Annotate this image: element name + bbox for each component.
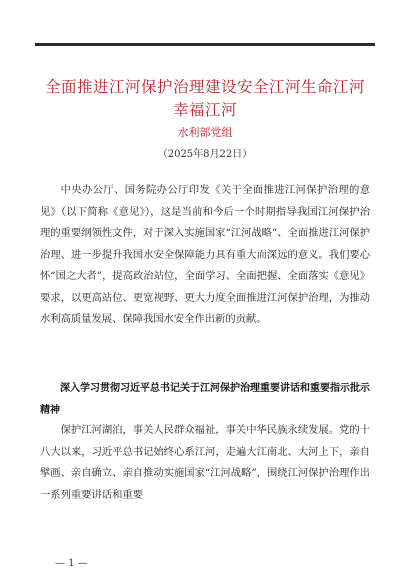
document-title: 全面推进江河保护治理建设安全江河生命江河幸福江河 bbox=[44, 78, 365, 119]
body-paragraph: 保护江河湖泊，事关人民群众福祉，事关中华民族永续发展。党的十八大以来，习近平总书记始终心系江河，走遍大江南北、大河上下，亲自擘画、亲自确立、亲自推动实施国家“江河战略”，围绕江河保护治理作出一系列重要讲话和重要 bbox=[40, 424, 370, 501]
document-author: 水利部党组 bbox=[177, 126, 233, 139]
page-number: — 1 — bbox=[55, 558, 88, 569]
document-date: （2025年8月22日） bbox=[157, 149, 253, 160]
body-paragraph: 中央办公厅、国务院办公厅印发《关于全面推进江河保护治理的意见》（以下简称《意见》），这是当前和今后一个时期指导我国江河保护治理的重要纲领性文件，对于深入实施国家“江河战略”、全面推进江河保护治理、进一步提升我国水安全保障能力具有重大而深远的意义。我们要心怀“国之大者”，提高政治站位，全面学习、全面把握、全面落实《意见》要求，以更高站位、更宽视野、更大力度全面推进江河保护治理，为推动水利高质量发展、保障我国水安全作出新的贡献。 bbox=[40, 184, 370, 325]
header-rule bbox=[35, 43, 375, 46]
section-heading: 深入学习贯彻习近平总书记关于江河保护治理重要讲话和重要指示批示精神 bbox=[40, 383, 370, 416]
